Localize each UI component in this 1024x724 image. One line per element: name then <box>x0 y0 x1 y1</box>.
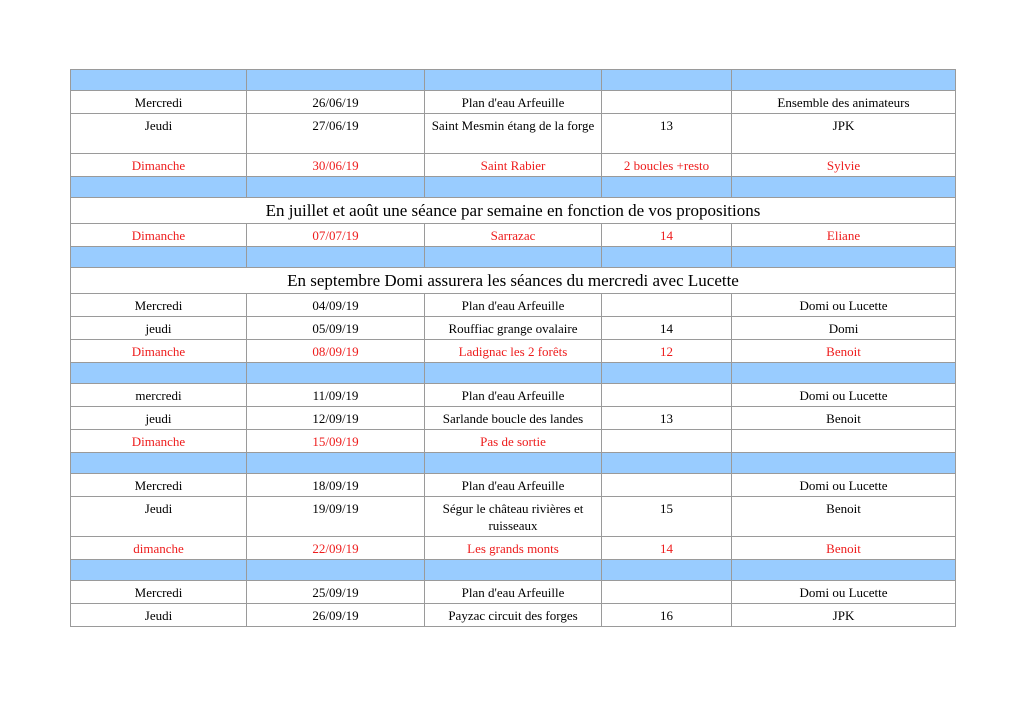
schedule-body <box>71 70 956 627</box>
day-cell: Jeudi <box>71 497 247 537</box>
day-cell: Mercredi <box>71 294 247 317</box>
date-cell: 19/09/19 <box>247 497 425 537</box>
note-text: En septembre Domi assurera les séances du mercredi avec Lucette <box>71 268 956 294</box>
separator-cell <box>247 177 425 198</box>
separator-cell <box>602 247 732 268</box>
location-cell: Les grands monts <box>425 537 602 560</box>
distance-cell: 16 <box>602 604 732 627</box>
date-cell: 12/09/19 <box>247 407 425 430</box>
leader-cell: Eliane <box>732 224 956 247</box>
leader-cell <box>732 430 956 453</box>
separator-cell <box>602 560 732 581</box>
separator-cell <box>247 247 425 268</box>
location-cell: Ladignac les 2 forêts <box>425 340 602 363</box>
separator-cell <box>71 247 247 268</box>
separator-cell <box>602 70 732 91</box>
leader-cell: Sylvie <box>732 154 956 177</box>
date-cell: 26/06/19 <box>247 91 425 114</box>
location-cell: Plan d'eau Arfeuille <box>425 384 602 407</box>
separator-cell <box>425 453 602 474</box>
distance-cell <box>602 430 732 453</box>
location-cell: Plan d'eau Arfeuille <box>425 294 602 317</box>
day-cell: Jeudi <box>71 604 247 627</box>
separator-row <box>71 363 956 384</box>
separator-cell <box>71 70 247 91</box>
location-cell: Plan d'eau Arfeuille <box>425 474 602 497</box>
distance-cell: 12 <box>602 340 732 363</box>
distance-cell <box>602 91 732 114</box>
day-cell: Jeudi <box>71 114 247 154</box>
leader-cell: Domi <box>732 317 956 340</box>
day-cell: Dimanche <box>71 154 247 177</box>
outing-row <box>71 497 956 537</box>
separator-row <box>71 177 956 198</box>
outing-row <box>71 317 956 340</box>
distance-cell: 15 <box>602 497 732 537</box>
outing-row <box>71 384 956 407</box>
separator-row <box>71 453 956 474</box>
highlighted-outing-row <box>71 154 956 177</box>
separator-cell <box>425 363 602 384</box>
day-cell: Mercredi <box>71 474 247 497</box>
leader-cell: Domi ou Lucette <box>732 384 956 407</box>
outing-row <box>71 114 956 154</box>
date-cell: 15/09/19 <box>247 430 425 453</box>
outing-row <box>71 294 956 317</box>
separator-cell <box>602 453 732 474</box>
separator-cell <box>602 177 732 198</box>
separator-cell <box>602 363 732 384</box>
separator-cell <box>425 560 602 581</box>
location-cell: Plan d'eau Arfeuille <box>425 581 602 604</box>
separator-cell <box>247 70 425 91</box>
leader-cell: JPK <box>732 604 956 627</box>
distance-cell <box>602 474 732 497</box>
distance-cell: 13 <box>602 407 732 430</box>
location-cell: Rouffiac grange ovalaire <box>425 317 602 340</box>
distance-cell: 14 <box>602 224 732 247</box>
day-cell: Dimanche <box>71 430 247 453</box>
date-cell: 05/09/19 <box>247 317 425 340</box>
separator-cell <box>732 453 956 474</box>
separator-cell <box>71 177 247 198</box>
note-text: En juillet et août une séance par semaine en fonction de vos propositions <box>71 198 956 224</box>
date-cell: 04/09/19 <box>247 294 425 317</box>
distance-cell: 13 <box>602 114 732 154</box>
separator-cell <box>71 363 247 384</box>
location-cell: Sarlande boucle des landes <box>425 407 602 430</box>
date-cell: 26/09/19 <box>247 604 425 627</box>
distance-cell: 14 <box>602 317 732 340</box>
highlighted-outing-row <box>71 224 956 247</box>
separator-cell <box>732 363 956 384</box>
day-cell: jeudi <box>71 317 247 340</box>
separator-cell <box>71 453 247 474</box>
outing-row <box>71 474 956 497</box>
date-cell: 27/06/19 <box>247 114 425 154</box>
date-cell: 18/09/19 <box>247 474 425 497</box>
location-cell: Saint Rabier <box>425 154 602 177</box>
distance-cell <box>602 384 732 407</box>
separator-cell <box>247 560 425 581</box>
outing-row <box>71 581 956 604</box>
date-cell: 30/06/19 <box>247 154 425 177</box>
leader-cell: Benoit <box>732 340 956 363</box>
separator-cell <box>425 70 602 91</box>
separator-cell <box>247 453 425 474</box>
day-cell: Mercredi <box>71 581 247 604</box>
location-cell: Ségur le château rivières et ruisseaux <box>425 497 602 537</box>
day-cell: Dimanche <box>71 340 247 363</box>
highlighted-outing-row <box>71 340 956 363</box>
date-cell: 11/09/19 <box>247 384 425 407</box>
note-row <box>71 198 956 224</box>
schedule-table <box>70 69 956 627</box>
leader-cell: Domi ou Lucette <box>732 581 956 604</box>
separator-cell <box>71 560 247 581</box>
highlighted-outing-row <box>71 537 956 560</box>
outing-row <box>71 407 956 430</box>
separator-cell <box>732 177 956 198</box>
separator-cell <box>732 247 956 268</box>
highlighted-outing-row <box>71 430 956 453</box>
separator-row <box>71 247 956 268</box>
location-cell: Pas de sortie <box>425 430 602 453</box>
separator-cell <box>732 560 956 581</box>
day-cell: dimanche <box>71 537 247 560</box>
distance-cell: 14 <box>602 537 732 560</box>
day-cell: Dimanche <box>71 224 247 247</box>
separator-cell <box>425 177 602 198</box>
date-cell: 07/07/19 <box>247 224 425 247</box>
leader-cell: Domi ou Lucette <box>732 474 956 497</box>
leader-cell: Domi ou Lucette <box>732 294 956 317</box>
distance-cell: 2 boucles +resto <box>602 154 732 177</box>
day-cell: mercredi <box>71 384 247 407</box>
date-cell: 25/09/19 <box>247 581 425 604</box>
separator-row <box>71 70 956 91</box>
separator-cell <box>247 363 425 384</box>
location-cell: Payzac circuit des forges <box>425 604 602 627</box>
day-cell: jeudi <box>71 407 247 430</box>
leader-cell: Benoit <box>732 537 956 560</box>
date-cell: 08/09/19 <box>247 340 425 363</box>
leader-cell: Benoit <box>732 407 956 430</box>
separator-cell <box>425 247 602 268</box>
leader-cell: JPK <box>732 114 956 154</box>
distance-cell <box>602 294 732 317</box>
leader-cell: Ensemble des animateurs <box>732 91 956 114</box>
location-cell: Sarrazac <box>425 224 602 247</box>
location-cell: Plan d'eau Arfeuille <box>425 91 602 114</box>
separator-cell <box>732 70 956 91</box>
leader-cell: Benoit <box>732 497 956 537</box>
outing-row <box>71 91 956 114</box>
separator-row <box>71 560 956 581</box>
outing-row <box>71 604 956 627</box>
date-cell: 22/09/19 <box>247 537 425 560</box>
location-cell: Saint Mesmin étang de la forge <box>425 114 602 154</box>
day-cell: Mercredi <box>71 91 247 114</box>
note-row <box>71 268 956 294</box>
distance-cell <box>602 581 732 604</box>
